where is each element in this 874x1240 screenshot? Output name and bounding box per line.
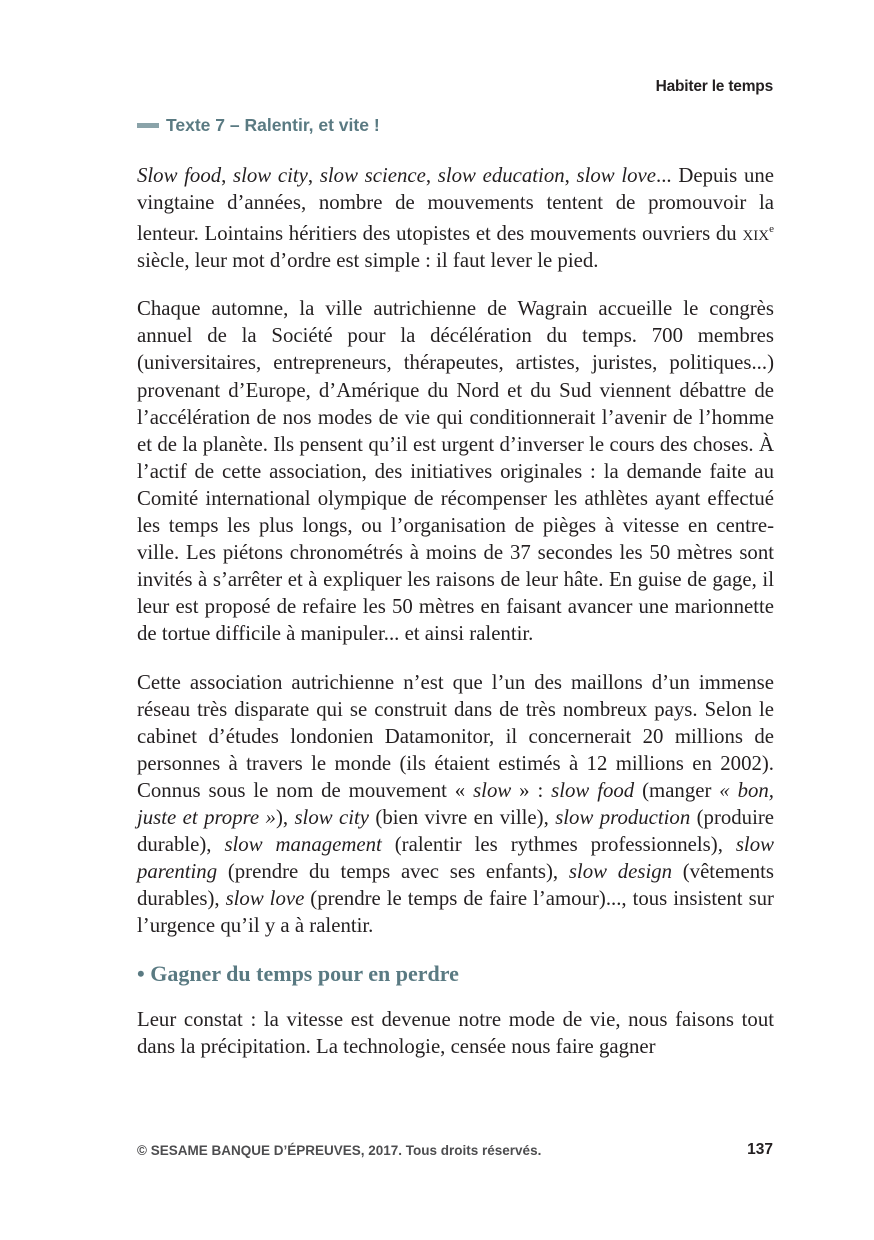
subsection-heading: • Gagner du temps pour en perdre [137, 961, 459, 987]
copyright-notice: © SESAME BANQUE D’ÉPREUVES, 2017. Tous droits réservés. [137, 1143, 542, 1158]
text-run: (prendre du temps avec ses enfants), [217, 860, 569, 884]
text-run: Cette association autrichienne n’est que l’un des maillons d’un immense réseau très disparate qui se construit dans de très nombreux pays. Selon le cabinet d’études londonien Datamonitor, il concernerait 20 millions de personnes à travers le monde (ils étaient estimés à 12 millions en 2002). Connus sous le nom de mouvement « [137, 670, 774, 802]
heading-bar-decoration [137, 123, 159, 128]
paragraph-3 [137, 669, 774, 940]
text-run: (ralentir les rythmes professionnels), [381, 833, 736, 857]
century-numeral: xix [742, 222, 770, 246]
text-run: ), [275, 805, 295, 829]
text-run: , [221, 164, 234, 187]
italic-term: slow management [224, 833, 382, 857]
text-run: , [425, 164, 438, 187]
paragraph-1 [137, 162, 774, 274]
running-head: Habiter le temps [655, 78, 773, 95]
text-run: (vêtements durables), [137, 860, 774, 911]
text-run: , [307, 164, 320, 187]
century-superscript: e [769, 223, 774, 236]
text-run: (prendre le temps de faire l’amour)..., tous insistent sur l’urgence qu’il y a à ralentir. [137, 887, 774, 938]
text-run: ... Depuis une vingtaine d’années, nombre de mouvements tentent de promouvoir la lenteur. Lointains héritiers des utopistes et des mouvements ouvriers du [137, 164, 774, 246]
italic-term: slow production [555, 805, 691, 829]
italic-term: slow city [233, 164, 308, 187]
italic-term: slow design [568, 860, 673, 884]
section-heading [137, 115, 380, 136]
text-run: » : [511, 778, 552, 802]
text-run: (manger [634, 778, 720, 802]
italic-term: slow [473, 778, 512, 802]
italic-term: Slow food [137, 164, 222, 187]
italic-term: slow food [551, 778, 635, 802]
italic-term: slow education [437, 164, 565, 187]
italic-term: slow city [294, 805, 370, 829]
section-title: Texte 7 – Ralentir, et vite ! [166, 115, 380, 135]
italic-term: slow parenting [137, 833, 774, 884]
paragraph-4: Leur constat : la vitesse est devenue notre mode de vie, nous faisons tout dans la précipitation. La technologie, censée nous faire gagner [137, 1007, 774, 1058]
paragraph-2: Chaque automne, la ville autrichienne de Wagrain accueille le congrès annuel de la Société pour la décélération du temps. 700 membres (universitaires, entrepreneurs, thérapeutes, artistes, juristes, politiques...) provenant d’Europe, d’Amérique du Nord et du Sud viennent débattre de l’accélération de nos modes de vie qui conditionnerait l’avenir de l’homme et de la planète. Ils pensent qu’il est urgent d’inverser le cours des choses. À l’actif de cette association, des initiatives originales : la demande faite au Comité international olympique de récompenser les athlètes ayant effectué les temps les plus longs, ou l’organisation de pièges à vitesse en centre-ville. Les piétons chronométrés à moins de 37 secondes les 50 mètres sont invités à s’arrêter et à expliquer les raisons de leur hâte. En guise de gage, il leur est proposé de refaire les 50 mètres en faisant avancer une marionnette de tortue difficile à manipuler... et ainsi ralentir. [137, 297, 774, 646]
italic-term: slow love [225, 887, 305, 911]
italic-term: slow love [576, 164, 657, 187]
page-number: 137 [747, 1141, 773, 1158]
italic-term: slow science [319, 164, 426, 187]
text-run: siècle, leur mot d’ordre est simple : il faut lever le pied. [137, 249, 599, 273]
text-run: (bien vivre en ville), [369, 805, 556, 829]
text-run: (produire durable), [137, 805, 775, 857]
italic-term: « bon, juste et propre » [137, 778, 774, 829]
text-run: , [564, 164, 577, 187]
body-text [137, 162, 774, 1060]
